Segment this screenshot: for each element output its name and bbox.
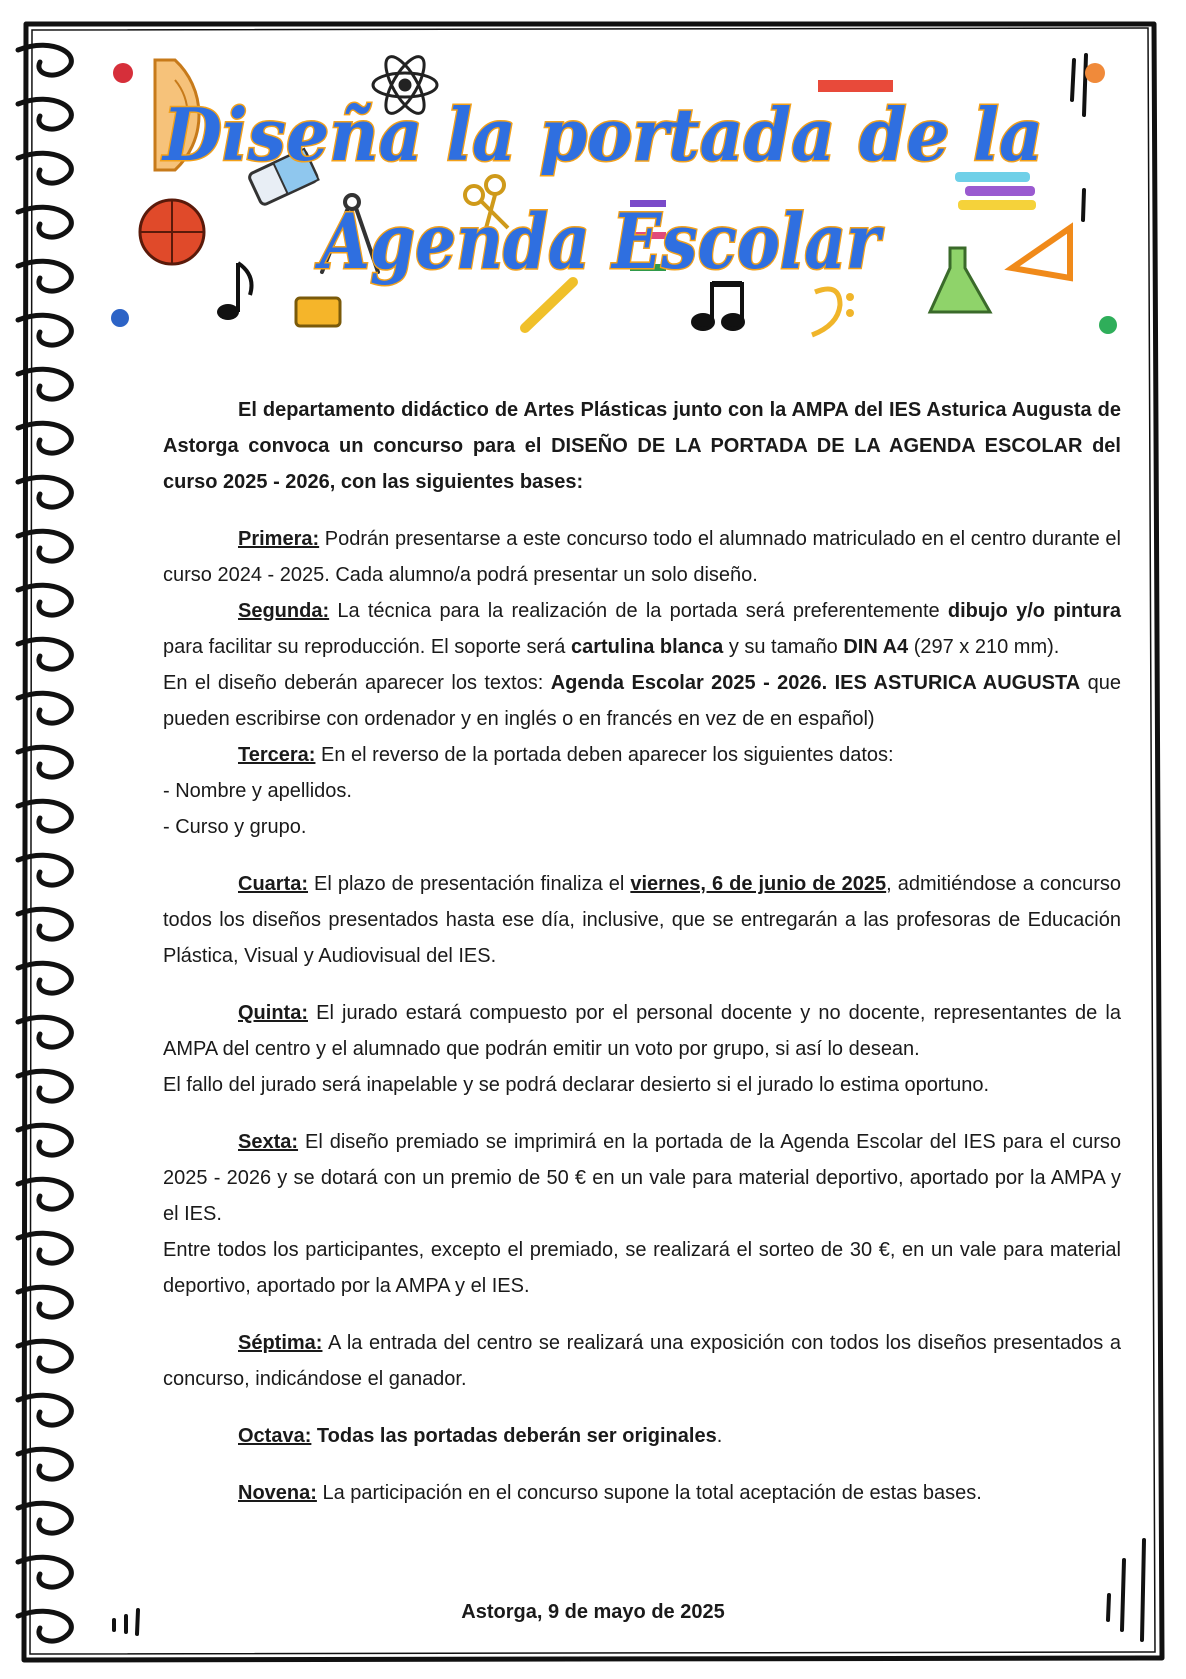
rule-sexta: Sexta: El diseño premiado se imprimirá en la portada de la Agenda Escolar del IES para el curso 2025 - 2026 y se dotará con un premio de 50 € en un vale para material deportivo, aportado por la AMPA y el IES.	[163, 1131, 1121, 1225]
ruler-icon	[818, 80, 893, 92]
basketball-icon	[140, 200, 204, 264]
rule-tercera: Tercera: En el reverso de la portada deben aparecer los siguientes datos:	[238, 744, 894, 766]
bass-clef-icon	[812, 289, 854, 335]
rule-septima: Séptima: A la entrada del centro se realizará una exposición con todos los diseños presentados a concurso, indicándose el ganador.	[163, 1332, 1121, 1390]
rule-quinta-verdict: El fallo del jurado será inapelable y se podrá declarar desierto si el jurado lo estima oportuno.	[163, 1074, 990, 1096]
header-illustration	[0, 0, 1186, 360]
rule-label: Novena:	[238, 1482, 317, 1504]
rule-quinta: Quinta: El jurado estará compuesto por el personal docente y no docente, representantes de la AMPA del centro y el alumnado que podrán emitir un voto por grupo, si así lo desean.	[163, 1002, 1121, 1060]
rule-label: Quinta:	[238, 1002, 308, 1024]
rule-primera: Primera: Podrán presentarse a este concurso todo el alumnado matriculado en el centro durante el curso 2024 - 2025. Cada alumno/a podrá presentar un solo diseño.	[163, 528, 1121, 586]
rule-label: Primera:	[238, 528, 320, 550]
title-line-2: Agenda Escolar	[314, 197, 885, 286]
rule-label: Cuarta:	[238, 873, 309, 895]
rule-label: Octava:	[238, 1425, 312, 1447]
flask-icon	[930, 248, 990, 312]
rule-segunda: Segunda: La técnica para la realización de la portada será preferentemente dibujo y/o pintura para facilitar su reproducción. El soporte será cartulina blanca y su tamaño DIN A4 (297 x 210 mm).	[163, 600, 1122, 658]
rule-label: Sexta:	[238, 1131, 299, 1153]
place-date: Astorga, 9 de mayo de 2025	[461, 1601, 725, 1623]
markers-icon	[955, 172, 1036, 210]
rule-novena: Novena: La participación en el concurso supone la total aceptación de estas bases.	[238, 1482, 982, 1504]
music-note-icon	[217, 263, 252, 320]
rule-label: Segunda:	[238, 600, 330, 622]
rule-cuarta: Cuarta: El plazo de presentación finaliza el viernes, 6 de junio de 2025, admitiéndose a concurso todos los diseños presentados hasta ese día, inclusive, que se entregarán a las profesoras de Educación Plástica, Visual y Audiovisual del IES.	[163, 873, 1122, 967]
title-line-1: Diseña la portada de la	[161, 92, 1043, 177]
rule-octava: Octava: Todas las portadas deberán ser originales.	[238, 1425, 723, 1447]
contest-rules	[163, 392, 1121, 1511]
intro-paragraph: El departamento didáctico de Artes Plásticas junto con la AMPA del IES Asturica Augusta de Astorga convoca un concurso para el DISEÑO DE LA PORTADA DE LA AGENDA ESCOLAR del curso 2025 - 2026, con las siguientes bases:	[163, 399, 1121, 493]
double-note-icon	[693, 282, 743, 329]
rule-segunda-texts: En el diseño deberán aparecer los textos: Agenda Escolar 2025 - 2026. IES ASTURICA AUGUSTA que pueden escribirse con ordenador y en inglés o en francés en vez de en español)	[163, 672, 1121, 730]
rule-sexta-draw: Entre todos los participantes, excepto el premiado, se realizará el sorteo de 30 €, en un vale para material deportivo, aportado por la AMPA y el IES.	[163, 1239, 1121, 1297]
rule-label: Séptima:	[238, 1332, 323, 1354]
set-square-icon	[1012, 228, 1070, 278]
sharpener-icon	[296, 298, 340, 326]
pencil-icon	[525, 282, 573, 328]
rule-label: Tercera:	[238, 744, 316, 766]
list-item: - Curso y grupo.	[163, 816, 307, 838]
deadline-date: viernes, 6 de junio de 2025	[630, 873, 887, 895]
list-item: - Nombre y apellidos.	[163, 780, 352, 802]
